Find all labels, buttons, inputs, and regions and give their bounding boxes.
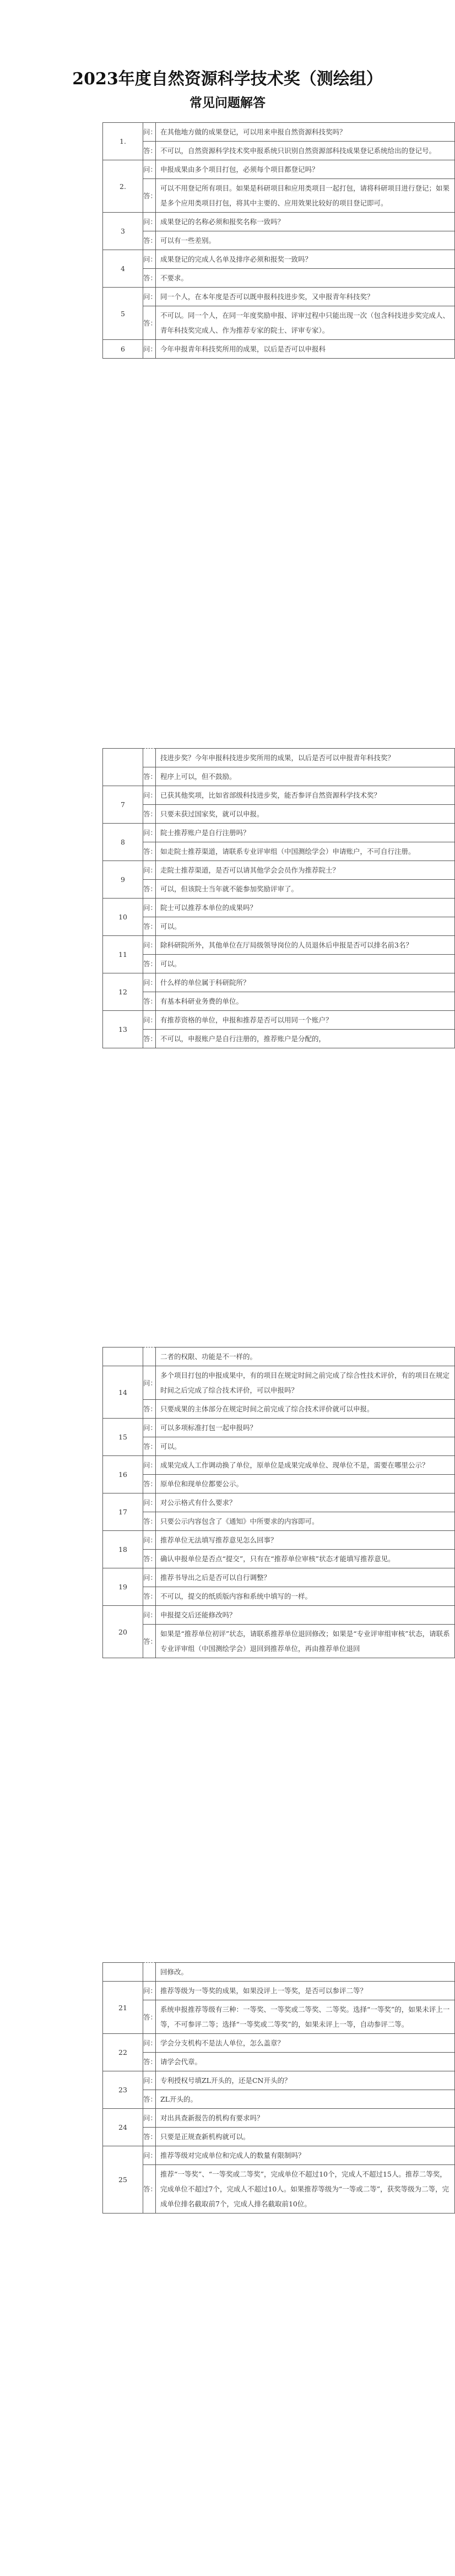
question-text: 成果完成人工作调动换了单位，原单位是成果完成单位、现单位不是，需要在哪里公示？ <box>156 1456 455 1475</box>
faq-row <box>103 1512 455 1531</box>
answer-text: 可以有一些差别。 <box>156 231 455 250</box>
answer-text: 可以。 <box>156 955 455 973</box>
faq-row <box>103 1625 455 1658</box>
answer-text: ZL开头的。 <box>156 2090 455 2109</box>
answer-label: 答： <box>143 1475 156 1493</box>
answer-text: 只要是正规查新机构就可以。 <box>156 2128 455 2146</box>
continuation-label <box>143 1963 156 1982</box>
faq-row <box>103 917 455 936</box>
item-number: 16 <box>103 1456 143 1493</box>
item-number <box>103 1963 143 1982</box>
answer-label: 答： <box>143 805 156 824</box>
question-text: 已获其他奖项，比如省部级科技进步奖，能否参评自然资源科学技术奖？ <box>156 786 455 805</box>
item-number: 15 <box>103 1419 143 1456</box>
question-text: 推荐等级为一等奖的成果，如果没评上一等奖，是否可以参评二等？ <box>156 1982 455 2000</box>
item-number: 4 <box>103 250 143 288</box>
answer-label: 答： <box>143 2128 156 2146</box>
answer-label: 答： <box>143 1550 156 1568</box>
answer-label: 答： <box>143 179 156 213</box>
question-label: 问： <box>143 861 156 880</box>
faq-row <box>103 1366 455 1400</box>
document-subtitle: 常见问题解答 <box>189 95 266 110</box>
answer-label: 答： <box>143 306 156 340</box>
faq-row <box>103 1982 455 2000</box>
question-label: 问： <box>143 160 156 179</box>
faq-row <box>103 1606 455 1625</box>
answer-label: 答： <box>143 1512 156 1531</box>
question-text: 专利授权号填ZL开头的，还是CN开头的？ <box>156 2071 455 2090</box>
item-number: 3 <box>103 213 143 250</box>
answer-label: 答： <box>143 269 156 288</box>
item-number: 22 <box>103 2034 143 2071</box>
faq-row <box>103 340 455 359</box>
faq-row <box>103 213 455 231</box>
faq-row <box>103 1531 455 1550</box>
faq-row <box>103 1419 455 1437</box>
faq-row <box>103 1568 455 1587</box>
answer-label: 答： <box>143 1437 156 1456</box>
question-label: 问： <box>143 2109 156 2128</box>
question-text: 今年申报青年科技奖所用的成果，以后是否可以申报科 <box>156 340 455 359</box>
faq-row <box>103 160 455 179</box>
faq-table <box>102 748 455 1048</box>
faq-row <box>103 1587 455 1606</box>
faq-table <box>102 1962 455 2214</box>
faq-row <box>103 1456 455 1475</box>
question-label: 问： <box>143 2034 156 2053</box>
item-number: 18 <box>103 1531 143 1568</box>
item-number: 1. <box>103 123 143 160</box>
answer-text: 可以不用登记所有项目。如果是科研项目和应用类项目一起打包，请将科研项目进行登记；如果是多个应用类项目打包，将其中主要的、应用效果比较好的项目登记即可。 <box>156 179 455 213</box>
answer-label: 答： <box>143 1400 156 1419</box>
faq-row <box>103 1493 455 1512</box>
faq-row <box>103 2034 455 2053</box>
faq-row <box>103 288 455 306</box>
question-text: 回修改。 <box>156 1963 455 1982</box>
question-label: 问： <box>143 1982 156 2000</box>
faq-row <box>103 824 455 842</box>
faq-row <box>103 880 455 899</box>
item-number: 23 <box>103 2071 143 2109</box>
item-number: 12 <box>103 973 143 1011</box>
item-number: 19 <box>103 1568 143 1606</box>
answer-text: 如走院士推荐渠道，请联系专业评审组（中国测绘学会）申请账户，不可自行注册。 <box>156 842 455 861</box>
question-text: 同一个人，在本年度是否可以既申报科技进步奖，又申报青年科技奖？ <box>156 288 455 306</box>
faq-row <box>103 2146 455 2165</box>
faq-row <box>103 992 455 1011</box>
faq-row <box>103 1475 455 1493</box>
question-label: 问： <box>143 786 156 805</box>
question-label: 问： <box>143 288 156 306</box>
answer-label: 答： <box>143 1030 156 1048</box>
question-label: 问： <box>143 1419 156 1437</box>
item-number: 2. <box>103 160 143 213</box>
question-text: 在其他地方做的成果登记，可以用来申报自然资源科技奖吗？ <box>156 123 455 142</box>
question-text: 推荐单位无法填写推荐意见怎么回事？ <box>156 1531 455 1550</box>
faq-row <box>103 805 455 824</box>
answer-text: 不可以，申报账户是自行注册的，推荐账户是分配的， <box>156 1030 455 1048</box>
faq-row <box>103 269 455 288</box>
answer-label: 答： <box>143 2165 156 2214</box>
question-text: 申报成果由多个项目打包，必须每个项目都登记吗？ <box>156 160 455 179</box>
faq-row <box>103 842 455 861</box>
continuation-label <box>143 749 156 767</box>
question-text: 对公示格式有什么要求？ <box>156 1493 455 1512</box>
faq-row <box>103 1550 455 1568</box>
answer-text: 请学会代章。 <box>156 2053 455 2071</box>
item-number: 10 <box>103 899 143 936</box>
answer-text: 可以，但该院士当年就不能参加奖励评审了。 <box>156 880 455 899</box>
answer-label: 答： <box>143 1625 156 1658</box>
item-number: 17 <box>103 1493 143 1531</box>
answer-label: 答： <box>143 2000 156 2034</box>
item-number <box>103 749 143 786</box>
answer-text: 如果是“推荐单位初评”状态，请联系推荐单位退回修改；如果是“专业评审组审核”状态，请联系专业评审组（中国测绘学会）退回到推荐单位，再由推荐单位退回 <box>156 1625 455 1658</box>
question-label: 问： <box>143 2071 156 2090</box>
faq-row <box>103 973 455 992</box>
answer-label: 答： <box>143 842 156 861</box>
question-label: 问： <box>143 1456 156 1475</box>
faq-row <box>103 123 455 142</box>
question-label: 问： <box>143 824 156 842</box>
question-text: 推荐书导出之后是否可以自行调整？ <box>156 1568 455 1587</box>
item-number <box>103 1347 143 1366</box>
answer-label: 答： <box>143 142 156 160</box>
item-number: 11 <box>103 936 143 973</box>
faq-row <box>103 306 455 340</box>
faq-row <box>103 250 455 269</box>
answer-label: 答： <box>143 767 156 786</box>
item-number: 7 <box>103 786 143 824</box>
faq-row <box>103 955 455 973</box>
question-label: 问： <box>143 2146 156 2165</box>
faq-row <box>103 767 455 786</box>
faq-row <box>103 1011 455 1030</box>
faq-row <box>103 2128 455 2146</box>
answer-text: 只要成果的主体部分在规定时间之前完成了综合技术评价就可以申报。 <box>156 1400 455 1419</box>
faq-row <box>103 2090 455 2109</box>
answer-label: 答： <box>143 231 156 250</box>
answer-text: 可以。 <box>156 917 455 936</box>
item-number: 9 <box>103 861 143 899</box>
question-text: 成果登记的完成人名单及排序必须和报奖一致吗？ <box>156 250 455 269</box>
answer-text: 有基本科研业务费的单位。 <box>156 992 455 1011</box>
question-text: 走院士推荐渠道，是否可以请其他学会会员作为推荐院士？ <box>156 861 455 880</box>
faq-row <box>103 2109 455 2128</box>
faq-row <box>103 2165 455 2214</box>
answer-text: 只要未获过国家奖，就可以申报。 <box>156 805 455 824</box>
answer-text: 不可以，自然资源科学技术奖申报系统只识别自然资源部科技成果登记系统给出的登记号。 <box>156 142 455 160</box>
answer-label: 答： <box>143 2053 156 2071</box>
faq-row <box>103 786 455 805</box>
answer-label: 答： <box>143 880 156 899</box>
question-label: 问： <box>143 250 156 269</box>
answer-text: 系统申报推荐等级有三种：一等奖、一等奖或二等奖、二等奖。选择“一等奖”的，如果未评上一等，不可参评二等；选择“一等奖或二等奖”的，如果未评上一等，自动参评二等。 <box>156 2000 455 2034</box>
answer-text: 只要公示内容包含了《通知》中所要求的内容即可。 <box>156 1512 455 1531</box>
question-text: 推荐等级对完成单位和完成人的数量有限制吗？ <box>156 2146 455 2165</box>
faq-row <box>103 1437 455 1456</box>
faq-row <box>103 899 455 917</box>
question-label: 问： <box>143 213 156 231</box>
answer-text: 确认申报单位是否点“提交”，只有在“推荐单位审核”状态才能填写推荐意见。 <box>156 1550 455 1568</box>
question-label: 问： <box>143 1568 156 1587</box>
faq-row <box>103 2053 455 2071</box>
faq-table <box>102 122 455 359</box>
question-label: 问： <box>143 1606 156 1625</box>
item-number: 13 <box>103 1011 143 1048</box>
item-number: 21 <box>103 1982 143 2034</box>
question-label: 问： <box>143 1493 156 1512</box>
question-text: 什么样的单位属于科研院所？ <box>156 973 455 992</box>
question-label: 问： <box>143 899 156 917</box>
answer-text: 不可以。同一个人，在同一年度奖励申报、评审过程中只能出现一次（包含科技进步奖完成人、青年科技奖完成人、作为推荐专家的院士、评审专家）。 <box>156 306 455 340</box>
question-text: 院士可以推荐本单位的成果吗？ <box>156 899 455 917</box>
answer-text: 不要求。 <box>156 269 455 288</box>
faq-row <box>103 1963 455 1982</box>
answer-text: 可以。 <box>156 1437 455 1456</box>
question-text: 除科研院所外，其他单位在厅局级领导岗位的人员退休后申报是否可以排名前3名？ <box>156 936 455 955</box>
faq-row <box>103 179 455 213</box>
item-number: 25 <box>103 2146 143 2214</box>
continuation-label <box>143 1347 156 1366</box>
question-text: 可以多项标准打包一起申报吗？ <box>156 1419 455 1437</box>
item-number: 6 <box>103 340 143 359</box>
item-number: 24 <box>103 2109 143 2146</box>
question-text: 院士推荐账户是自行注册吗？ <box>156 824 455 842</box>
answer-label: 答： <box>143 917 156 936</box>
answer-label: 答： <box>143 1587 156 1606</box>
question-text: 二者的权限、功能是不一样的。 <box>156 1347 455 1366</box>
answer-label: 答： <box>143 955 156 973</box>
faq-row <box>103 231 455 250</box>
question-text: 多个项目打包的申报成果中，有的项目在规定时间之前完成了综合性技术评价，有的项目在规定时间之后完成了综合技术评价，可以申报吗？ <box>156 1366 455 1400</box>
faq-row <box>103 1030 455 1048</box>
question-label: 问： <box>143 1531 156 1550</box>
faq-row <box>103 749 455 767</box>
question-label: 问： <box>143 1011 156 1030</box>
document-title: 2023年度自然资源科学技术奖（测绘组） <box>72 69 383 89</box>
answer-text: 程序上可以，但不鼓励。 <box>156 767 455 786</box>
faq-row <box>103 142 455 160</box>
question-text: 有推荐资格的单位，申报和推荐是否可以用同一个账户？ <box>156 1011 455 1030</box>
question-text: 申报提交后还能修改吗？ <box>156 1606 455 1625</box>
question-text: 对出具查新报告的机构有要求吗？ <box>156 2109 455 2128</box>
faq-row <box>103 1347 455 1366</box>
answer-text: 推荐“一等奖”、“一等奖或二等奖”，完成单位不超过10个，完成人不超过15人。推荐二等奖，完成单位不超过7个，完成人不超过10人。如果推荐等级为“一等或二等”，获奖等级为二等，完成单位排名截取前7个，完成人排名截取前10位。 <box>156 2165 455 2214</box>
question-label: 问： <box>143 123 156 142</box>
faq-table <box>102 1347 455 1658</box>
faq-row <box>103 861 455 880</box>
question-text: 学会分支机构不是法人单位，怎么盖章？ <box>156 2034 455 2053</box>
faq-row <box>103 2000 455 2034</box>
item-number: 14 <box>103 1366 143 1419</box>
answer-text: 不可以，提交的纸质版内容和系统中填写的一样。 <box>156 1587 455 1606</box>
question-label: 问： <box>143 340 156 359</box>
item-number: 8 <box>103 824 143 861</box>
faq-row <box>103 1400 455 1419</box>
item-number: 20 <box>103 1606 143 1658</box>
answer-label: 答： <box>143 992 156 1011</box>
faq-row <box>103 936 455 955</box>
item-number: 5 <box>103 288 143 340</box>
question-label: 问： <box>143 936 156 955</box>
faq-row <box>103 2071 455 2090</box>
question-label: 问： <box>143 1366 156 1400</box>
answer-text: 原单位和现单位都要公示。 <box>156 1475 455 1493</box>
question-label: 问： <box>143 973 156 992</box>
answer-label: 答： <box>143 2090 156 2109</box>
question-text: 成果登记的名称必须和报奖名称一致吗？ <box>156 213 455 231</box>
question-text: 技进步奖？今年申报科技进步奖所用的成果，以后是否可以申报青年科技奖？ <box>156 749 455 767</box>
